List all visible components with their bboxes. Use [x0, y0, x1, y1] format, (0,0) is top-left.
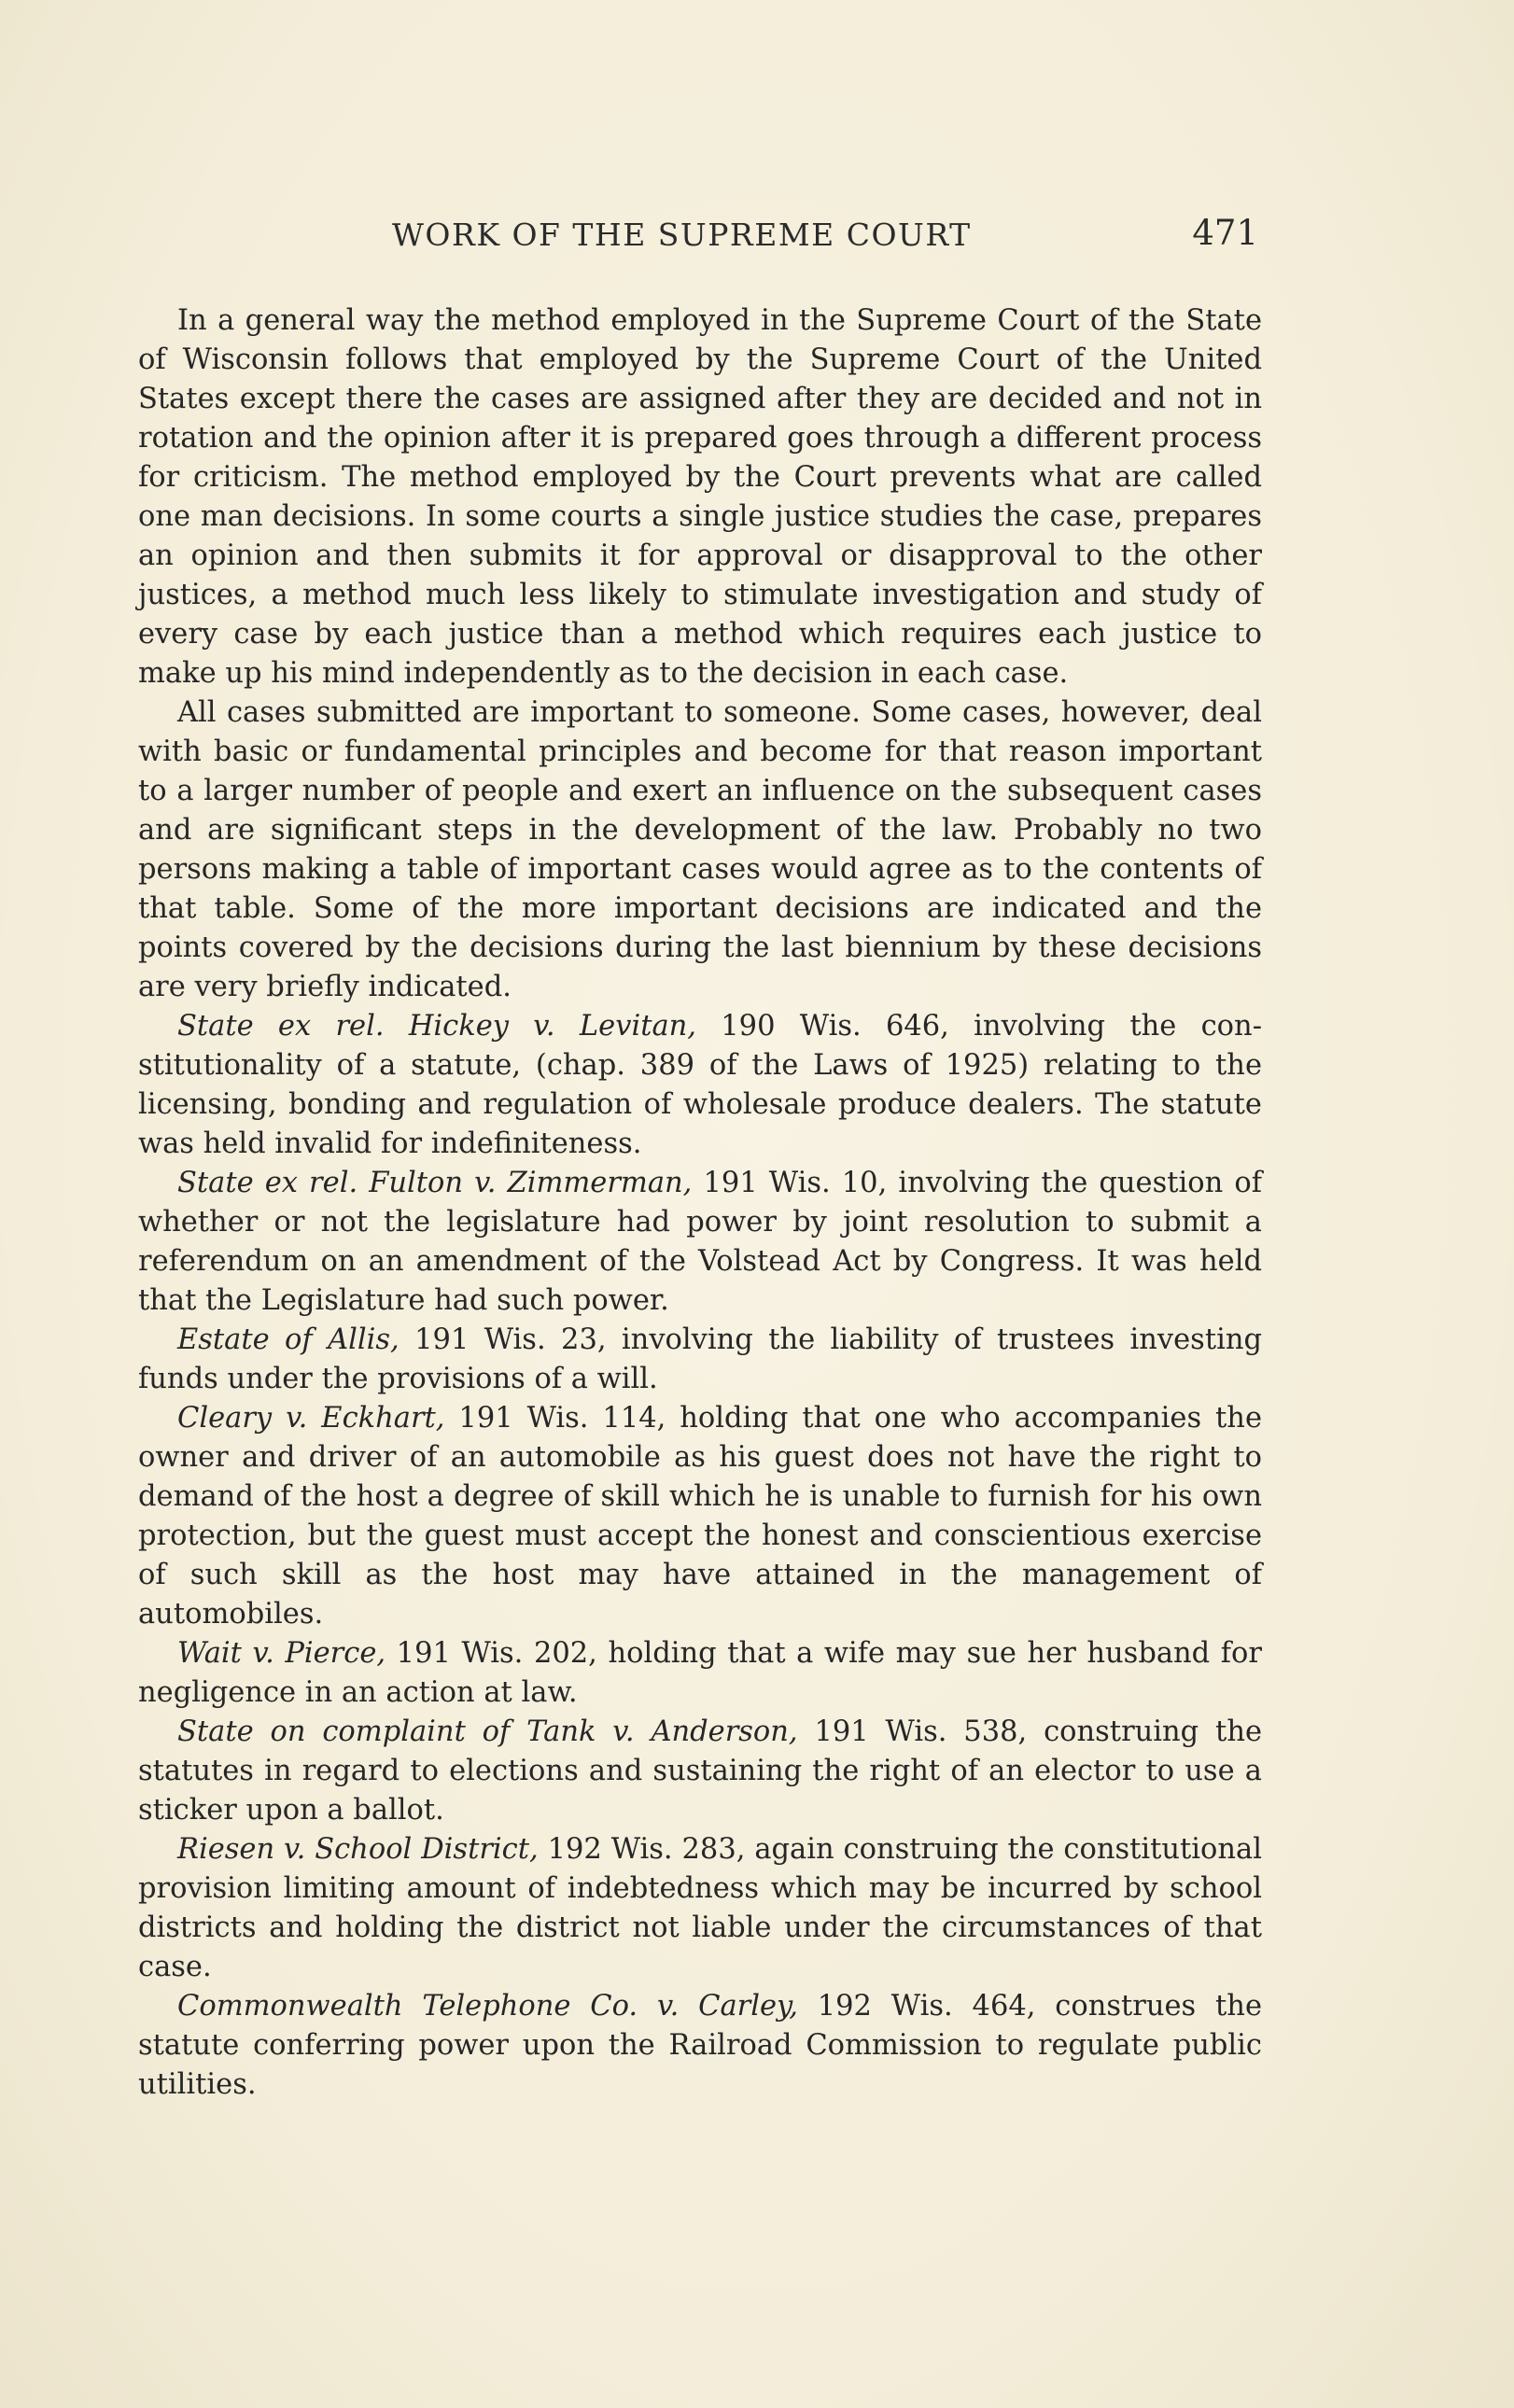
- case-name: Riesen v. School District,: [177, 1833, 539, 1866]
- case-summary: 191 Wis. 538, construing the statutes in regard to elections and sustaining the right of an elector to use a sticker upon a ballot.: [138, 1715, 1263, 1827]
- case-entry: [138, 1321, 1262, 1399]
- case-entry: [138, 1713, 1262, 1830]
- case-summary: 191 Wis. 202, holding that a wife may sue her husband for negligence in an action at law.: [138, 1637, 1262, 1709]
- case-summary: 191 Wis. 114, holding that one who accompanies the owner and driver of an automobile as his guest does not have the right to demand of the host a degree of skill which he is unable to furnish for his own protection, but the guest must accept the honest and conscientious exercise of such skill as the host may have attained in the management of automobiles.: [138, 1402, 1262, 1631]
- case-name: Commonwealth Telephone Co. v. Carley,: [177, 1990, 798, 2023]
- case-summary: 192 Wis. 283, again construing the constitutional provision limiting amount of indebtedness which may be incurred by school districts and holding the district not liable under the circumstances of that case.: [138, 1833, 1262, 1983]
- case-entry: [138, 1007, 1262, 1164]
- case-summary: 192 Wis. 464, construes the statute conferring power upon the Railroad Commission to regulate public utilities.: [138, 1990, 1262, 2101]
- page-number: 471: [1192, 213, 1258, 253]
- case-name: State ex rel. Fulton v. Zimmerman,: [177, 1167, 693, 1199]
- case-entry: [138, 1830, 1262, 1987]
- paragraph-importance: [138, 693, 1262, 1007]
- page-body: [138, 301, 1262, 2105]
- paragraph-text: All cases submitted are important to someone. Some cases, however, deal with basic or fundamental principles and become for that reason important to a larger number of people and exert an influence on the subsequent cases and are significant steps in the development of the law. Probably no two persons making a table of important cases would agree as to the contents of that table. Some of the more important decisions are indicated and the points covered by the decisions during the last biennium by these decisions are very briefly indicated.: [138, 696, 1262, 1003]
- case-name: Estate of Allis,: [177, 1323, 400, 1356]
- paragraph-method: [138, 301, 1262, 693]
- page-header: [149, 213, 1258, 265]
- case-name: State on complaint of Tank v. Anderson,: [177, 1715, 798, 1748]
- case-entry: [138, 1399, 1262, 1634]
- case-name: Cleary v. Eckhart,: [177, 1402, 445, 1435]
- case-entry: [138, 1634, 1262, 1713]
- case-summary: 191 Wis. 23, involving the liability of trustees investing funds under the provisions of a will.: [138, 1323, 1262, 1395]
- case-entry: [138, 1164, 1262, 1321]
- case-entry: [138, 1987, 1262, 2105]
- paragraph-text: In a general way the method employed in the Supreme Court of the State of Wisconsin follows that employed by the Supreme Court of the United States except there the cases are assigned after they are decided and not in rotation and the opinion after it is prepared goes through a different process for criticism. The method employed by the Court prevents what are called one man decisions. In some courts a single justice studies the case, prepares an opinion and then submits it for approval or disapproval to the other justices, a method much less likely to stimulate investigation and study of every case by each justice than a method which requires each justice to make up his mind independently as to the decision in each case.: [138, 304, 1262, 690]
- case-name: Wait v. Pierce,: [177, 1637, 386, 1670]
- case-name: State ex rel. Hickey v. Levitan,: [177, 1010, 696, 1043]
- case-summary: 190 Wis. 646, involving the constitutionality of a statute, (chap. 389 of the Laws of 1925) relating to the licensing, bonding and regulation of wholesale produce dealers. The statute was held invalid for indefiniteness.: [138, 1010, 1262, 1160]
- running-title: WORK OF THE SUPREME COURT: [392, 217, 972, 253]
- case-summary: 191 Wis. 10, involving the question of whether or not the legislature had power by joint resolution to submit a referendum on an amendment of the Volstead Act by Congress. It was held that the Legislature had such power.: [138, 1167, 1262, 1317]
